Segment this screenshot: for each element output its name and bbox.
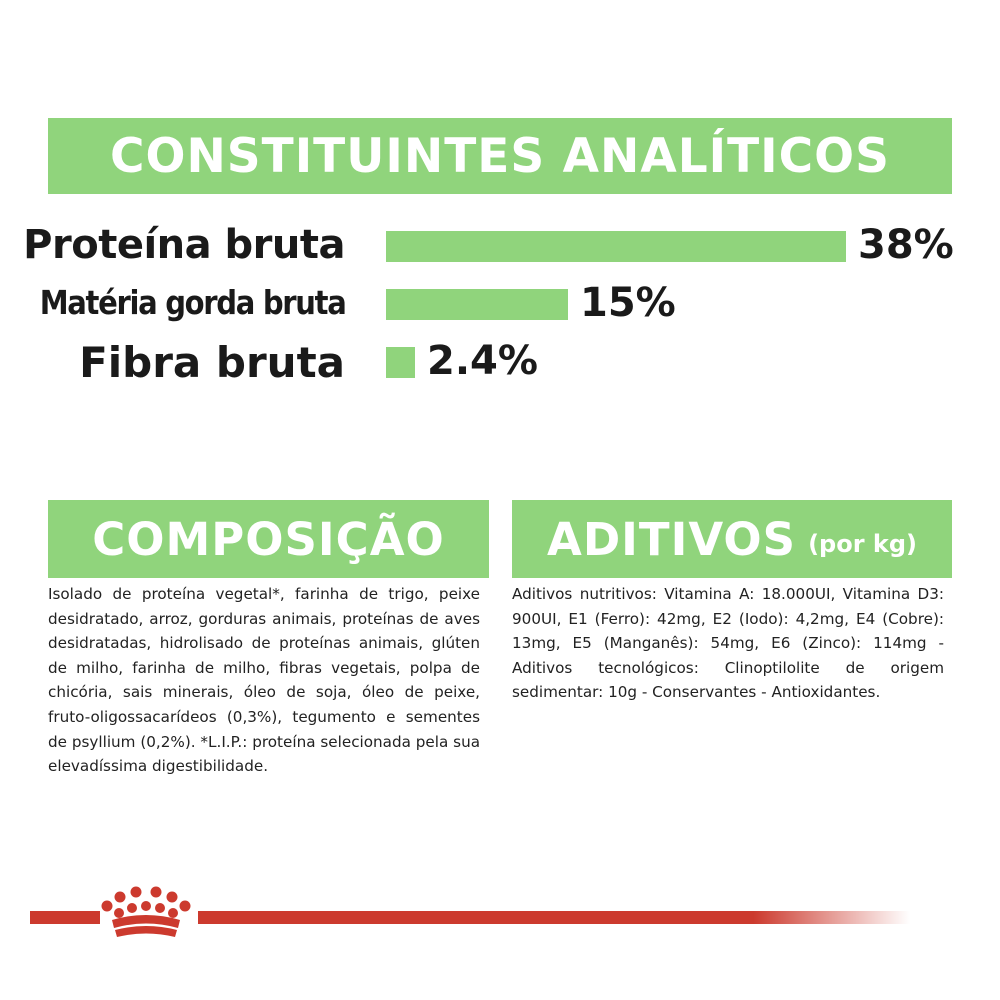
analytical-constituents-heading: CONSTITUINTES ANALÍTICOS [48,118,952,194]
additives-heading-unit: (por kg) [808,530,917,558]
royal-canin-crown-icon [98,886,194,942]
nutrient-label-fiber: Fibra bruta [79,338,345,387]
footer-divider-right [198,911,910,924]
composition-text: Isolado de proteína vegetal*, farinha de trigo, peixe desidratado, arroz, gorduras animais, proteínas de aves desidratadas, hidrolisado de proteínas animais, glúten de milho, farinha de milho, fibras vegetais, polpa de chicória, sais minerais, óleo de soja, óleo de peixe, fruto-oligossacarídeos (0,3%), tegumento e sementes de psyllium (0,2%). *L.I.P.: proteína selecionada pela sua elevadíssima digestibilidade. [48,585,480,776]
nutrient-value-fat: 15% [580,280,676,326]
nutrient-bar-fat [386,289,568,320]
nutrient-label-protein: Proteína bruta [23,222,345,268]
nutrient-value-protein: 38% [858,222,954,268]
nutrient-value-fiber: 2.4% [427,338,538,384]
nutrient-label-fat: Matéria gorda bruta [39,283,345,322]
additives-heading [512,500,952,578]
additives-text: Aditivos nutritivos: Vitamina A: 18.000UI, Vitamina D3: 900UI, E1 (Ferro): 42mg, E2 (Iodo): 4,2mg, E4 (Cobre): 13mg, E5 (Manganês): 54mg, E6 (Zinco): 114mg - Aditivos tecnológicos: Clinoptilolite de origem sedimentar: 10g - Conservantes - Antioxidantes. [512,585,944,702]
nutrient-bar-protein [386,231,846,262]
nutrient-bar-fiber [386,347,415,378]
additives-heading-title: ADITIVOS [547,512,797,566]
footer-divider-left [30,911,100,924]
composition-heading: COMPOSIÇÃO [48,500,489,578]
